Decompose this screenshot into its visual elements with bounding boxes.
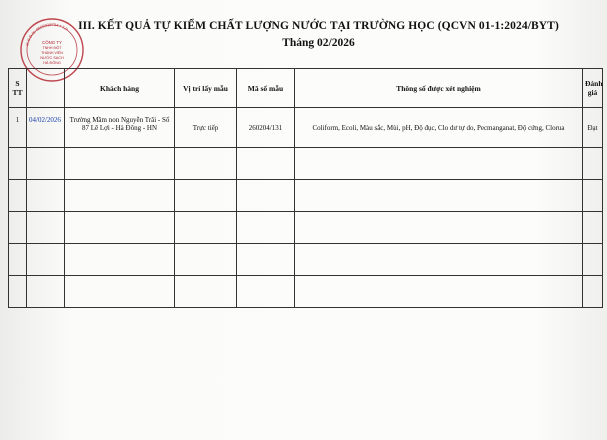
header-parameters: Thông số được xét nghiệm bbox=[295, 69, 583, 108]
svg-text:TNHH MỘT: TNHH MỘT bbox=[42, 46, 62, 50]
header-stt: S TT bbox=[9, 69, 27, 108]
cell-location: Trực tiếp bbox=[175, 108, 237, 148]
header-date bbox=[27, 69, 65, 108]
table-header-row bbox=[9, 69, 603, 108]
table-row-empty bbox=[9, 244, 603, 276]
document-subtitle: Tháng 02/2026 bbox=[282, 37, 355, 49]
cell-sample-code: 260204/131 bbox=[237, 108, 295, 148]
svg-text:NƯỚC SẠCH: NƯỚC SẠCH bbox=[40, 56, 64, 60]
table-row-empty bbox=[9, 212, 603, 244]
svg-text:CÔNG TY: CÔNG TY bbox=[42, 40, 62, 45]
header-sample-code: Mã số mẫu bbox=[237, 69, 295, 108]
results-table bbox=[8, 68, 603, 308]
header-customer: Khách hàng bbox=[65, 69, 175, 108]
table-row-empty bbox=[9, 276, 603, 308]
header-location: Vị trí lấy mẫu bbox=[175, 69, 237, 108]
svg-text:THÀNH VIÊN: THÀNH VIÊN bbox=[41, 51, 63, 55]
cell-parameters: Coliform, Ecoli, Màu sắc, Mùi, pH, Độ đục, Clo dư tự do, Pecmanganat, Độ cứng, Clorua bbox=[295, 108, 583, 148]
header-evaluation: Đánh giá bbox=[583, 69, 603, 108]
cell-evaluation: Đạt bbox=[583, 108, 603, 148]
table-row-empty bbox=[9, 180, 603, 212]
document-title: III. KẾT QUẢ TỰ KIỂM CHẤT LƯỢNG NƯỚC TẠI TRƯỜNG HỌC (QCVN 01-1:2024/BYT) bbox=[78, 20, 559, 32]
table-row-empty bbox=[9, 148, 603, 180]
table-row bbox=[9, 108, 603, 148]
svg-text:HÀ ĐÔNG: HÀ ĐÔNG bbox=[43, 61, 61, 65]
cell-stt: 1 bbox=[9, 108, 27, 148]
svg-text:M.S.D.N: 0500218734 * T.P: M.S.D.N: 0500218734 * T.P bbox=[24, 21, 70, 47]
cell-customer: Trường Mầm non Nguyễn Trãi - Số 87 Lê Lợi - Hà Đông - HN bbox=[65, 108, 175, 148]
cell-date: 04/02/2026 bbox=[27, 108, 65, 148]
